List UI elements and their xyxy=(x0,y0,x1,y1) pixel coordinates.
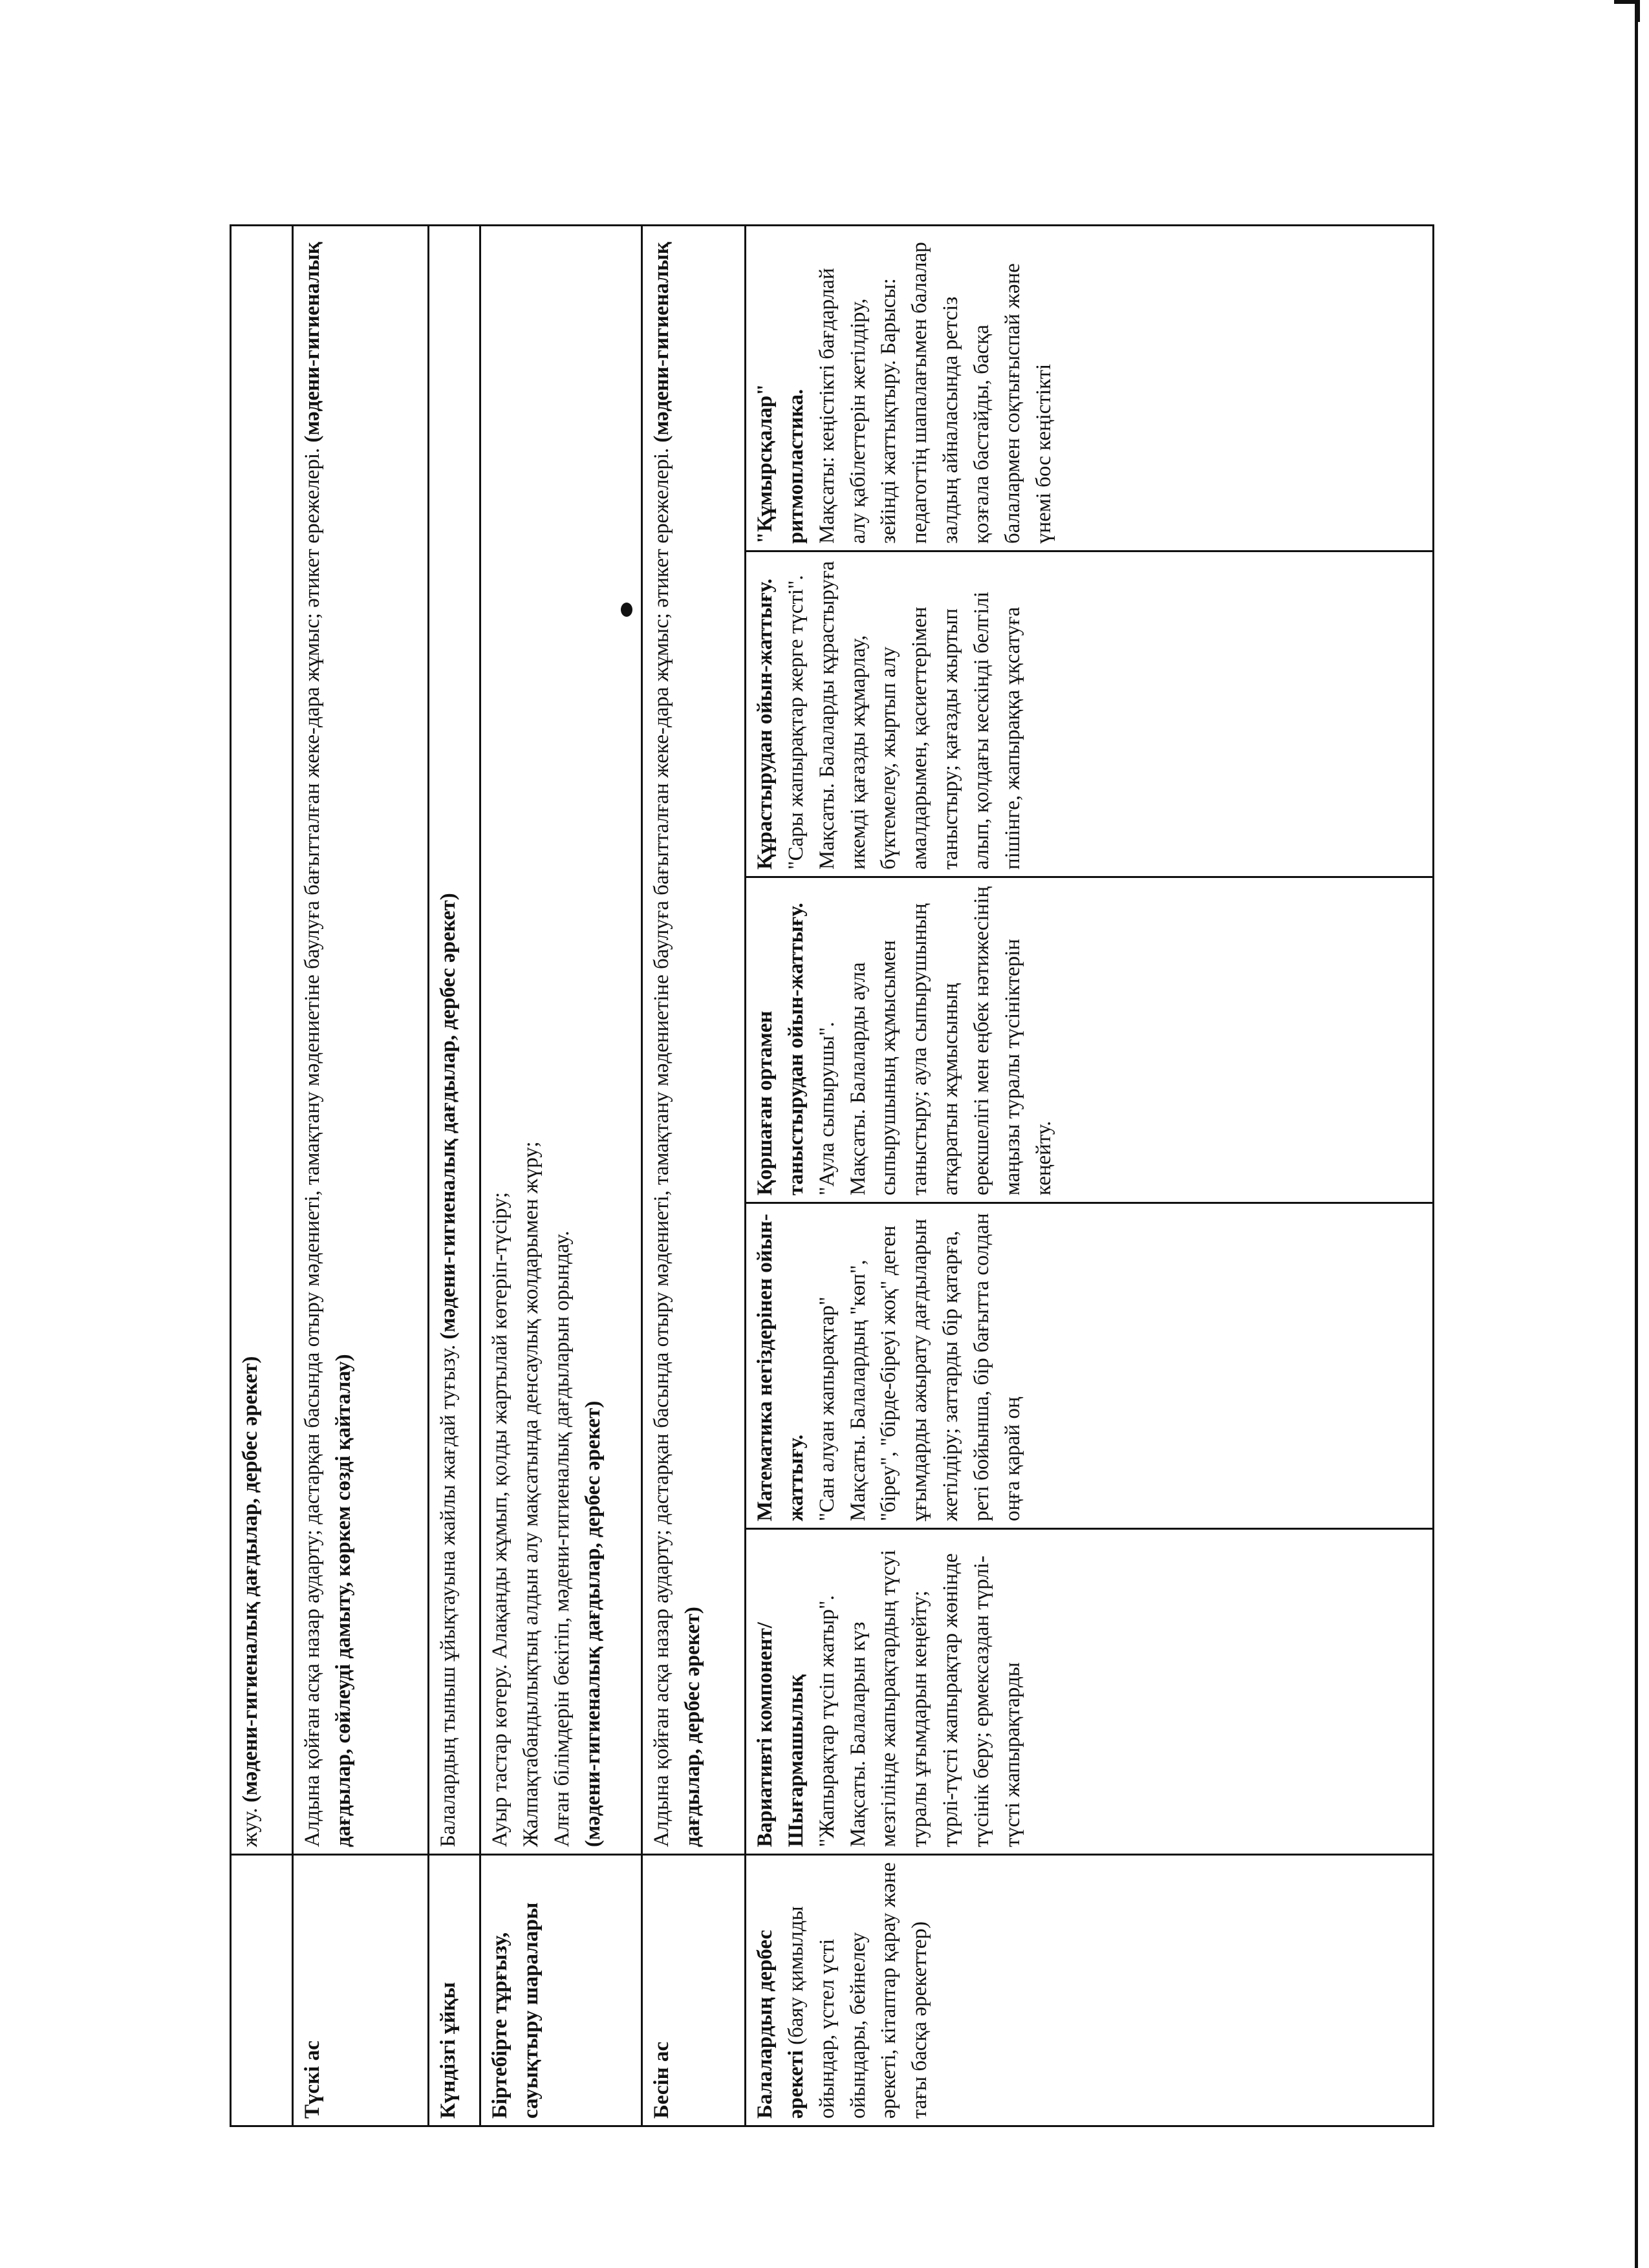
row-content: Алдына қойған асқа назар аударту; дастарқан басында отыру мәдениеті, тамақтану мәдениетіне баулуға бағытталған жеке-дара жұмыс; әтикет ережелері. (мәдени-гигиеналық дағдылар, дербес әрекет) xyxy=(642,225,746,1854)
activity-game: "Сан алуан жапырақтар" xyxy=(815,1296,839,1521)
content-line: Алған білімдерін бекітіп, мәдени-гигиеналық дағдыларын орындау. xyxy=(550,1230,574,1847)
activity-cell xyxy=(746,551,1434,877)
scan-edge-corner xyxy=(1614,0,1640,22)
row-label-nap: Күндізгі ұйқы xyxy=(429,1855,480,2126)
row-content xyxy=(480,225,642,1854)
activity-text: Мақсаты. Балаларды құрастыруға икемді қағазды жұмарлау, бүктемелеу, жыртып алу амалдарымен, қасиеттерімен таныстыру; қағазды жыртып алып, қолдағы кескінді белгілі пішінге, жапыраққа ұқсатуға xyxy=(815,561,1024,870)
activity-title: Құрастырудан ойын-жаттығу. xyxy=(753,578,777,870)
activity-game: "Сары жапырақтар жерге түсті". xyxy=(784,575,808,870)
table-row xyxy=(429,225,480,2126)
row-label-snack: Бесін ас xyxy=(642,1855,746,2126)
activity-game: "Аула сыпырушы". xyxy=(815,1022,839,1195)
activity-cell xyxy=(746,877,1434,1203)
table-row xyxy=(642,225,746,2126)
row-label-empty xyxy=(231,1855,293,2126)
table-row xyxy=(293,225,429,2126)
activity-title: Қоршаған ортамен таныстырудан ойын-жаттығу. xyxy=(753,903,808,1195)
activity-title: Математика негіздерінен ойын-жаттығу. xyxy=(753,1214,808,1521)
activity-text: Мақсаты. Балаларын күз мезгілінде жапырақтардың түсуі туралы ұғымдарын кеңейту; түрлі-түсті жапырақтар жөнінде түсінік беру; ермексаздан түрлі-түсті жапырақтарды xyxy=(846,1550,1024,1847)
activity-title: Вариативті компонент/Шығармашылық xyxy=(753,1622,808,1847)
scan-edge xyxy=(1635,0,1638,2268)
table-row xyxy=(231,225,293,2126)
table-row xyxy=(746,225,1434,2126)
daily-plan-table xyxy=(230,224,1434,2127)
activity-text: Мақсаты. Балаларды аула сыпырушының жұмысымен таныстыру; аула сыпырушының атқаратын жұмысының ерекшелігі мен еңбек нәтижесінің маңызы туралы түсініктерін кеңейту. xyxy=(846,886,1055,1195)
activity-cell xyxy=(746,1529,1434,1855)
activity-text: Мақсаты. Балалардың "көп", "біреу", "бірде-біреуі жоқ" деген ұғымдарды ажырату дағдыларын жетілдіру; заттарды бір қатарға, реті бойынша, бір бағытта солдан оңға қарай оң xyxy=(846,1213,1024,1521)
row-label-activities: Балалардың дербес әрекеті (баяу қимылды ойындар, үстел үсті ойындары, бейнелеу әрекеті, кітаптар қарау және тағы басқа әрекеттер) xyxy=(746,1855,1434,2126)
row-label-wakeup: Біртебірте тұрғызу, сауықтыру шаралары xyxy=(480,1855,642,2126)
activity-cell xyxy=(746,225,1434,551)
content-line: Жалпақтабандылықтың алдын алу мақсатында денсаулық жолдарымен жүру; xyxy=(519,1141,543,1847)
content-line-bold: (мәдени-гигиеналық дағдылар, дербес әрекет) xyxy=(581,1400,605,1847)
activity-title: "Құмырсқалар" ритмопластика. xyxy=(753,383,808,544)
content-line: Ауыр тастар көтеру. Алақанды жұмып, қолды жартылай көтеріп-түсіру; xyxy=(488,1192,512,1847)
activity-cell xyxy=(746,1203,1434,1529)
row-content: жуу. (мәдени-гигиеналық дағдылар, дербес әрекет) xyxy=(231,225,293,1854)
rotated-page xyxy=(230,226,1432,2127)
row-label-lunch: Түскі ас xyxy=(293,1855,429,2126)
table-row xyxy=(480,225,642,2126)
activity-text: Мақсаты: кеңістікті бағдарлай алу қабілеттерін жетілдіру, зейінді жаттықтыру. Барысы: педагогтің шапалағымен балалар залдың айналасында ретсіз қозғала бастайды, басқа балалармен соқтығыспай және үнемі бос кеңістікті xyxy=(815,242,1055,544)
row-content: Балалардың тыныш ұйықтауына жайлы жағдай туғызу. (мәдени-гигиеналық дағдылар, дербес әрекет) xyxy=(429,225,480,1854)
activity-game: "Жапырақтар түсіп жатыр". xyxy=(815,1595,839,1847)
row-content: Алдына қойған асқа назар аударту; дастарқан басында отыру мәдениеті, тамақтану мәдениетіне баулуға бағытталған жеке-дара жұмыс; әтикет ережелері. (мәдени-гигиеналық дағдылар, сөйлеуді дамыту, көркем сөзді қайталау) xyxy=(293,225,429,1854)
